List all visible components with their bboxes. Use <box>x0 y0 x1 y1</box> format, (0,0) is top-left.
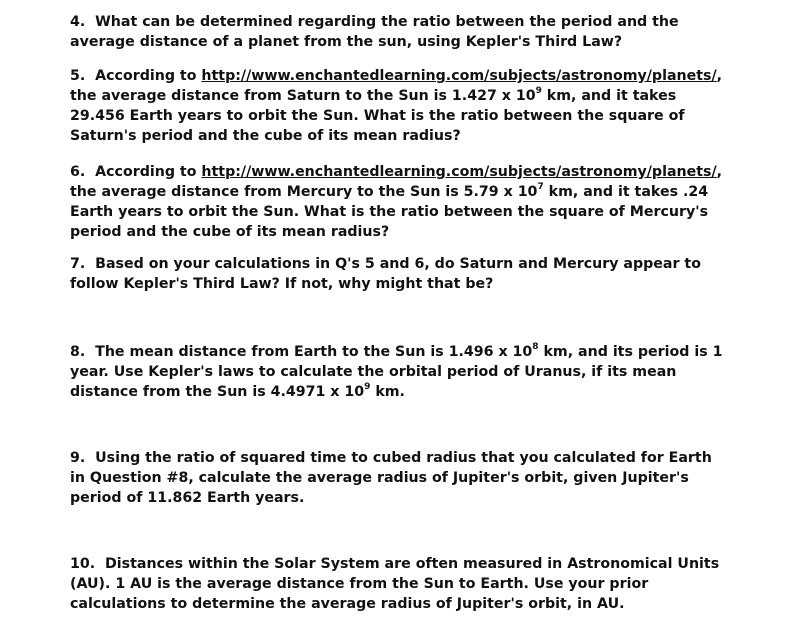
question-text: What can be determined regarding the ratio between the period and the average distance of a planet from the sun, using Kepler's Third Law? <box>70 14 679 50</box>
exponent: 7 <box>537 182 544 193</box>
question-text-end: km. <box>370 384 405 400</box>
question-number: 8. <box>70 344 86 360</box>
exponent: 9 <box>535 86 542 97</box>
source-link[interactable]: http://www.enchantedlearning.com/subjects/astronomy/planets/ <box>201 164 717 180</box>
question-intro: According to <box>95 164 197 180</box>
question-text: The mean distance from Earth to the Sun is 1.496 x 10 <box>95 344 533 360</box>
question-number: 5. <box>70 68 86 84</box>
question-text-cont: km, and it takes 29.456 Earth years to orbit the Sun. What is the ratio between the square of Saturn's period and the cube of its mean radius? <box>70 88 685 144</box>
exponent: 9 <box>364 382 371 393</box>
question-text-cont: km, and its period is 1 year. Use Kepler's laws to calculate the orbital period of Uranus, if its mean distance from the Sun is 4.4971 x 10 <box>70 344 723 400</box>
question-6 <box>70 162 730 242</box>
question-number: 4. <box>70 14 86 30</box>
question-5 <box>70 66 730 146</box>
question-4 <box>70 12 730 52</box>
question-text: Based on your calculations in Q's 5 and 6, do Saturn and Mercury appear to follow Kepler's Third Law? If not, why might that be? <box>70 256 701 292</box>
question-10 <box>70 554 730 614</box>
source-link[interactable]: http://www.enchantedlearning.com/subjects/astronomy/planets/ <box>201 68 717 84</box>
question-7 <box>70 254 730 294</box>
question-text: Distances within the Solar System are often measured in Astronomical Units (AU). 1 AU is the average distance from the Sun to Earth. Use your prior calculations to determine the average radius of Jupiter's orbit, in AU. <box>70 556 720 612</box>
question-intro: According to <box>95 68 197 84</box>
question-number: 6. <box>70 164 86 180</box>
question-number: 10. <box>70 556 96 572</box>
question-number: 7. <box>70 256 86 272</box>
question-8 <box>70 342 730 402</box>
question-9 <box>70 448 730 508</box>
question-text-cont: km, and it takes .24 Earth years to orbit the Sun. What is the ratio between the square of Mercury's period and the cube of its mean radius? <box>70 184 709 240</box>
question-text: , the average distance from Mercury to the Sun is 5.79 x 10 <box>70 164 723 200</box>
question-text: Using the ratio of squared time to cubed radius that you calculated for Earth in Question #8, calculate the average radius of Jupiter's orbit, given Jupiter's period of 11.862 Earth years. <box>70 450 712 506</box>
exponent: 8 <box>532 342 539 353</box>
question-number: 9. <box>70 450 86 466</box>
question-text: , the average distance from Saturn to the Sun is 1.427 x 10 <box>70 68 723 104</box>
